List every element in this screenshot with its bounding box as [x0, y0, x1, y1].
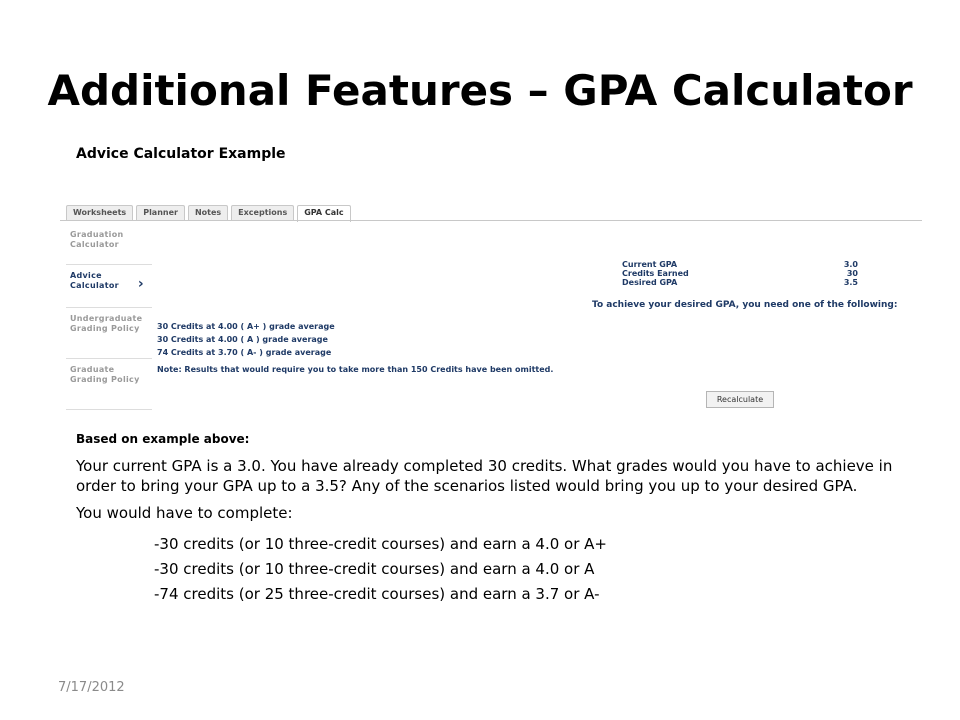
scenario-item: -30 credits (or 10 three-credit courses) and earn a 4.0 or A	[154, 560, 595, 578]
stat-label: Current GPA	[622, 260, 678, 269]
recalculate-button[interactable]: Recalculate	[706, 391, 774, 408]
result-option: 30 Credits at 4.00 ( A+ ) grade average	[157, 322, 335, 331]
stat-row-desired-gpa	[622, 278, 858, 287]
based-on-heading: Based on example above:	[76, 432, 250, 446]
sidebar-item-graduation-calculator[interactable]	[66, 224, 152, 265]
scenario-item: -30 credits (or 10 three-credit courses) and earn a 4.0 or A+	[154, 535, 607, 553]
stat-value: 3.5	[843, 278, 858, 287]
tab-bar	[66, 205, 351, 221]
slide-title: Additional Features – GPA Calculator	[47, 66, 913, 115]
explanation-paragraph: Your current GPA is a 3.0. You have already completed 30 credits. What grades would you have to achieve in order to bring your GPA up to a 3.5? Any of the scenarios listed would bring you up to your desired GPA.	[76, 457, 893, 495]
results-note: Note: Results that would require you to take more than 150 Credits have been omitted.	[157, 365, 554, 374]
sidebar-item-undergraduate-grading-policy[interactable]	[66, 308, 152, 359]
result-option: 30 Credits at 4.00 ( A ) grade average	[157, 335, 328, 344]
stat-value: 3.0	[843, 260, 858, 269]
tab-planner[interactable]: Planner	[136, 205, 185, 220]
tab-worksheets[interactable]: Worksheets	[66, 205, 133, 220]
have-to-complete-text: You would have to complete:	[76, 504, 293, 522]
scenario-item: -74 credits (or 25 three-credit courses) and earn a 3.7 or A-	[154, 585, 600, 603]
tab-gpa-calc[interactable]: GPA Calc	[297, 205, 350, 222]
sidebar-item-label: Undergraduate Grading Policy	[70, 314, 143, 333]
chevron-right-icon: ›	[137, 276, 144, 292]
stat-row-current-gpa	[622, 260, 858, 269]
stat-label: Credits Earned	[622, 269, 689, 278]
tab-exceptions[interactable]: Exceptions	[231, 205, 294, 220]
achieve-message: To achieve your desired GPA, you need one of the following:	[592, 300, 898, 310]
tab-notes[interactable]: Notes	[188, 205, 228, 220]
sidebar-item-label: Graduate Grading Policy	[70, 365, 140, 384]
sidebar	[66, 224, 152, 410]
result-options	[157, 320, 335, 359]
slide-date: 7/17/2012	[58, 680, 125, 695]
stat-value: 30	[846, 269, 858, 278]
stat-row-credits-earned	[622, 269, 858, 278]
slide-subtitle: Advice Calculator Example	[76, 146, 286, 162]
gpa-stats	[622, 260, 858, 287]
tab-divider	[60, 220, 922, 221]
result-option: 74 Credits at 3.70 ( A- ) grade average	[157, 348, 332, 357]
sidebar-item-graduate-grading-policy[interactable]	[66, 359, 152, 410]
sidebar-item-advice-calculator[interactable]	[66, 265, 152, 308]
sidebar-item-label: Graduation Calculator	[70, 230, 124, 249]
scenario-list	[154, 532, 607, 607]
gpa-calculator-screenshot	[60, 200, 922, 410]
stat-label: Desired GPA	[622, 278, 678, 287]
sidebar-item-label: Advice Calculator	[70, 271, 119, 290]
